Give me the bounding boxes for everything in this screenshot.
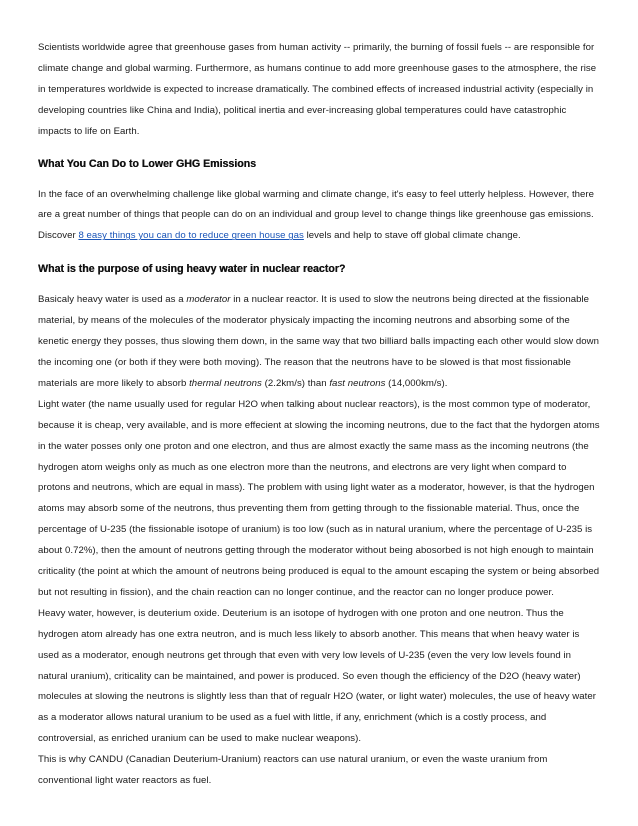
moderator-text-a: Basicaly heavy water is used as a [38,294,187,306]
section-heading-ghg: What You Can Do to Lower GHG Emissions [38,157,256,170]
moderator-text-b: in a nuclear reactor. It is used to slow the neutrons being directed at the fissionable material, by means of the molecules of the moderator physicaly impacting the incoming neutrons and absorbing some of the kenetic energy they posses, thus slowing them down, in the same way that two billiard balls impacting each other would slow down the incoming one (or both if they were both moving). The reason that the neutrons have to be slowed is that most fissionable materials are more likely to absorb [38,294,599,389]
moderator-text-c: (2.2km/s) than [261,377,330,389]
light-water-paragraph: Light water (the name usually used for regular H2O when talking about nuclear reactors), is the most common type of moderator, because it is cheap, very available, and is more effecient at slowing the incoming neutrons, due to the fact that the hydorgen atoms in the water posses only one proton and one electron, and thus are almost exactly the same mass as the incoming neutrons (the hydrogen atom weighs only as much as one electron more than the neutrons, and electrons are very light when compard to protons and neutrons, which are equal in mass). The problem with using light water as a moderator, however, is that the hydrogen atoms may absorb some of the neutrons, thus preventing them from getting through to the fissionable material. Thus, once the percentage of U-235 (the fissionable isotope of uranium) is too low (such as in natural uranium, where the percentage of U-235 is about 0.72%), then the amount of neutrons getting through the moderator without being abosorbed is not high enough to maintain criticality (the point at which the amount of neutrons being produced is equal to the amount escaping the system or being absorbed but not resulting in fission), and the chain reaction can no longer continue, and the reactor can no longer produce power. [38,398,600,598]
candu-paragraph: This is why CANDU (Canadian Deuterium-Uranium) reactors can use natural uranium, or even the waste uranium from conventional light water reactors as fuel. [38,754,548,787]
ghg-paragraph [38,185,600,248]
intro-paragraph: Scientists worldwide agree that greenhouse gases from human activity -- primarily, the burning of fossil fuels -- are responsible for climate change and global warming. Furthermore, as humans continue to add more greenhouse gases to the atmosphere, the rise in temperatures worldwide is expected to increase dramatically. The combined effects of increased industrial activity (especially in developing countries like China and India), political inertia and ever-increasing global temperatures could have catastrophic impacts to life on Earth. [38,42,597,137]
section-heading-heavy-water: What is the purpose of using heavy water in nuclear reactor? [38,263,346,276]
moderator-text-d: (14,000km/s). [385,377,448,389]
thermal-neutrons-term: thermal neutrons [189,377,262,389]
fast-neutrons-term: fast neutrons [329,377,386,389]
moderator-term: moderator [186,294,231,306]
moderator-paragraph [38,290,600,395]
ghg-text-after: levels and help to stave off global climate change. [303,230,521,242]
heavy-water-paragraph: Heavy water, however, is deuterium oxide. Deuterium is an isotope of hydrogen with one proton and one neutron. Thus the hydrogen atom already has one extra neutron, and is much less likely to absorb another. This means that when heavy water is used as a moderator, enough neutrons get through that even with very low levels of U-235 (even the very low levels found in natural uranium), criticality can be maintained, and power is produced. So even though the efficiency of the D2O (heavy water) molecules at slowing the neutrons is slightly less than that of regualr H2O (water, or light water) molecules, the use of heavy water as a moderator allows natural uranium to be used as a fuel with little, if any, enrichment (which is a costly process, and controversial, as enriched uranium can be used to make nuclear weapons). [38,607,597,745]
reduce-ghg-link[interactable]: 8 easy things you can do to reduce green house gas [78,230,304,242]
ghg-text-before: In the face of an overwhelming challenge like global warming and climate change, it's easy to feel utterly helpless. However, there are a great number of things that people can do on an individual and group level to change things like greenhouse gas emissions. Discover [38,188,595,242]
